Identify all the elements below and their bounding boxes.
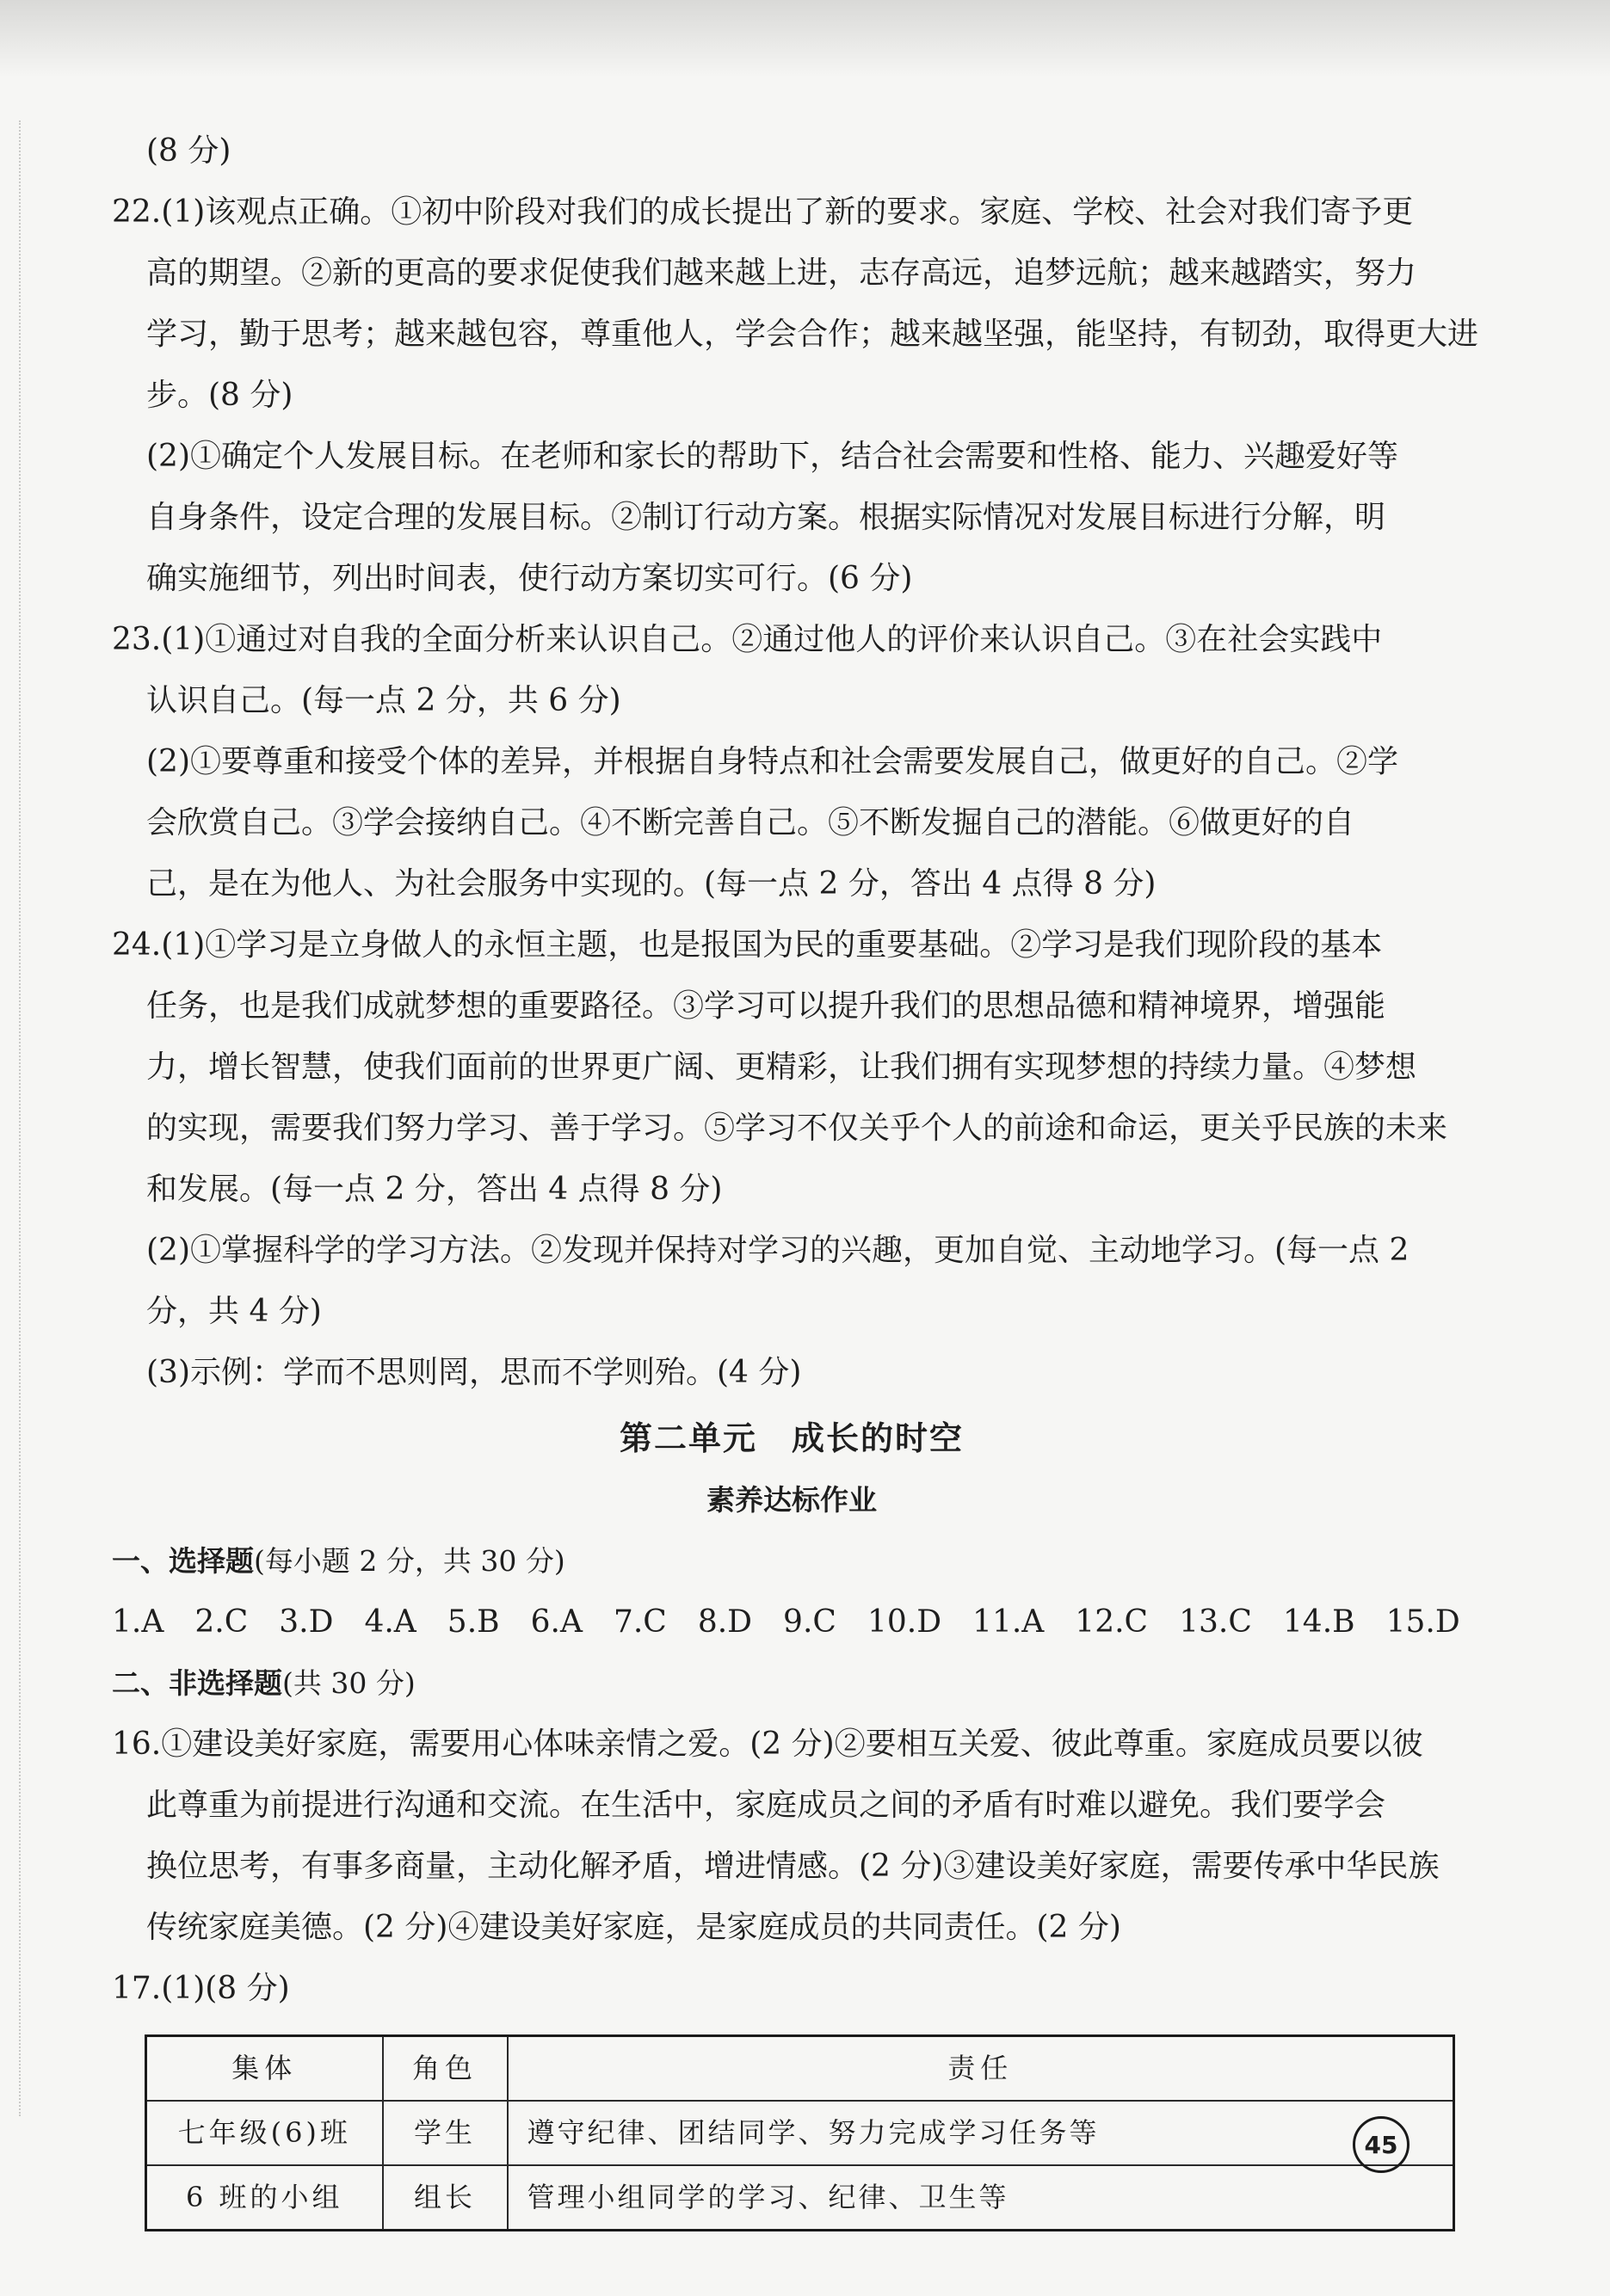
q24-part3-line: (3)示例：学而不思则罔，思而不学则殆。(4 分) xyxy=(146,1355,802,1390)
q23-line: 23.(1)①通过对自我的全面分析来认识自己。②通过他人的评价来认识自己。③在社会实践中 xyxy=(112,622,1383,657)
table-cell: 七年级(6)班 xyxy=(146,2101,383,2165)
q16-line: 换位思考，有事多商量，主动化解矛盾，增进情感。(2 分)③建设美好家庭，需要传承中华民族 xyxy=(146,1849,1440,1884)
question-24 xyxy=(112,914,1471,1403)
table-cell: 学生 xyxy=(383,2101,508,2165)
table-header-cell: 集体 xyxy=(146,2036,383,2102)
part2-note: (共 30 分) xyxy=(282,1666,416,1700)
table-row xyxy=(146,2101,1454,2165)
q17-heading: 17.(1)(8 分) xyxy=(112,1971,290,2006)
q21-score: (8 分) xyxy=(146,133,231,169)
table-header-row xyxy=(146,2036,1454,2102)
question-16 xyxy=(112,1714,1471,1958)
table-header-cell: 角色 xyxy=(383,2036,508,2102)
top-shadow xyxy=(0,0,1610,77)
part1-note: (每小题 2 分，共 30 分) xyxy=(254,1544,565,1578)
q22-line: 步。(8 分) xyxy=(146,378,293,413)
q24-line: 24.(1)①学习是立身做人的永恒主题，也是报国为民的重要基础。②学习是我们现阶段的基本 xyxy=(112,927,1383,963)
q22-part2-line: 自身条件，设定合理的发展目标。②制订行动方案。根据实际情况对发展目标进行分解，明 xyxy=(146,500,1386,535)
q23-line: 认识自己。(每一点 2 分，共 6 分) xyxy=(146,683,621,718)
q24-line: 力，增长智慧，使我们面前的世界更广阔、更精彩，让我们拥有实现梦想的持续力量。④梦想 xyxy=(146,1050,1417,1085)
q24-part2-line: 分，共 4 分) xyxy=(146,1294,322,1329)
question-23 xyxy=(112,609,1471,914)
unit-title: 第二单元 成长的时空 xyxy=(619,1419,964,1457)
q22-part2-line: (2)①确定个人发展目标。在老师和家长的帮助下，结合社会需要和性格、能力、兴趣爱好等 xyxy=(146,439,1398,474)
q22-part2-line: 确实施细节，列出时间表，使行动方案切实可行。(6 分) xyxy=(146,561,913,596)
q24-part2-line: (2)①掌握科学的学习方法。②发现并保持对学习的兴趣，更加自觉、主动地学习。(每一点 2 xyxy=(146,1233,1410,1268)
answer-table xyxy=(145,2034,1455,2231)
page-number: 45 xyxy=(1353,2116,1410,2173)
q24-line: 的实现，需要我们努力学习、善于学习。⑤学习不仅关乎个人的前途和命运，更关乎民族的未来 xyxy=(146,1111,1448,1146)
table-cell: 遵守纪律、团结同学、努力完成学习任务等 xyxy=(508,2101,1454,2165)
part1-heading-text: 一、选择题 xyxy=(112,1544,254,1578)
answer-content xyxy=(112,120,1479,2231)
q24-line: 和发展。(每一点 2 分，答出 4 点得 8 分) xyxy=(146,1172,723,1207)
q16-line: 此尊重为前提进行沟通和交流。在生活中，家庭成员之间的矛盾有时难以避免。我们要学会 xyxy=(146,1788,1386,1823)
q23-part2-line: 会欣赏自己。③学会接纳自己。④不断完善自己。⑤不断发掘自己的潜能。⑥做更好的自 xyxy=(146,805,1355,840)
table-cell: 组长 xyxy=(383,2165,508,2231)
q22-line: 高的期望。②新的更高的要求促使我们越来越上进，志存高远，追梦远航；越来越踏实，努力 xyxy=(146,255,1417,291)
table-row xyxy=(146,2165,1454,2231)
table-cell: 6 班的小组 xyxy=(146,2165,383,2231)
q22-line: 学习，勤于思考；越来越包容，尊重他人，学会合作；越来越坚强，能坚持，有韧劲，取得更大进 xyxy=(146,317,1479,352)
q22-line: 22.(1)该观点正确。①初中阶段对我们的成长提出了新的要求。家庭、学校、社会对我们寄予更 xyxy=(112,194,1414,230)
part1-heading xyxy=(112,1530,1471,1591)
section-title: 素养达标作业 xyxy=(706,1483,877,1517)
question-22 xyxy=(112,182,1479,609)
part2-heading-text: 二、非选择题 xyxy=(112,1666,282,1700)
q24-line: 任务，也是我们成就梦想的重要路径。③学习可以提升我们的思想品德和精神境界，增强能 xyxy=(146,988,1386,1024)
q16-line: 16.①建设美好家庭，需要用心体味亲情之爱。(2 分)②要相互关爱、彼此尊重。家庭成员要以彼 xyxy=(112,1727,1423,1762)
q23-part2-line: (2)①要尊重和接受个体的差异，并根据自身特点和社会需要发展自己，做更好的自己。②学 xyxy=(146,744,1398,779)
table-header-cell: 责任 xyxy=(508,2036,1454,2102)
choice-answers: 1.A 2.C 3.D 4.A 5.B 6.A 7.C 8.D 9.C 10.D 11.A 12.C 13.C 14.B 15.D xyxy=(112,1604,1460,1640)
left-margin-rule xyxy=(19,120,21,2116)
q23-part2-line: 己，是在为他人、为社会服务中实现的。(每一点 2 分，答出 4 点得 8 分) xyxy=(146,866,1157,902)
table-cell: 管理小组同学的学习、纪律、卫生等 xyxy=(508,2165,1454,2231)
part2-heading xyxy=(112,1653,1471,1714)
q16-line: 传统家庭美德。(2 分)④建设美好家庭，是家庭成员的共同责任。(2 分) xyxy=(146,1910,1121,1945)
